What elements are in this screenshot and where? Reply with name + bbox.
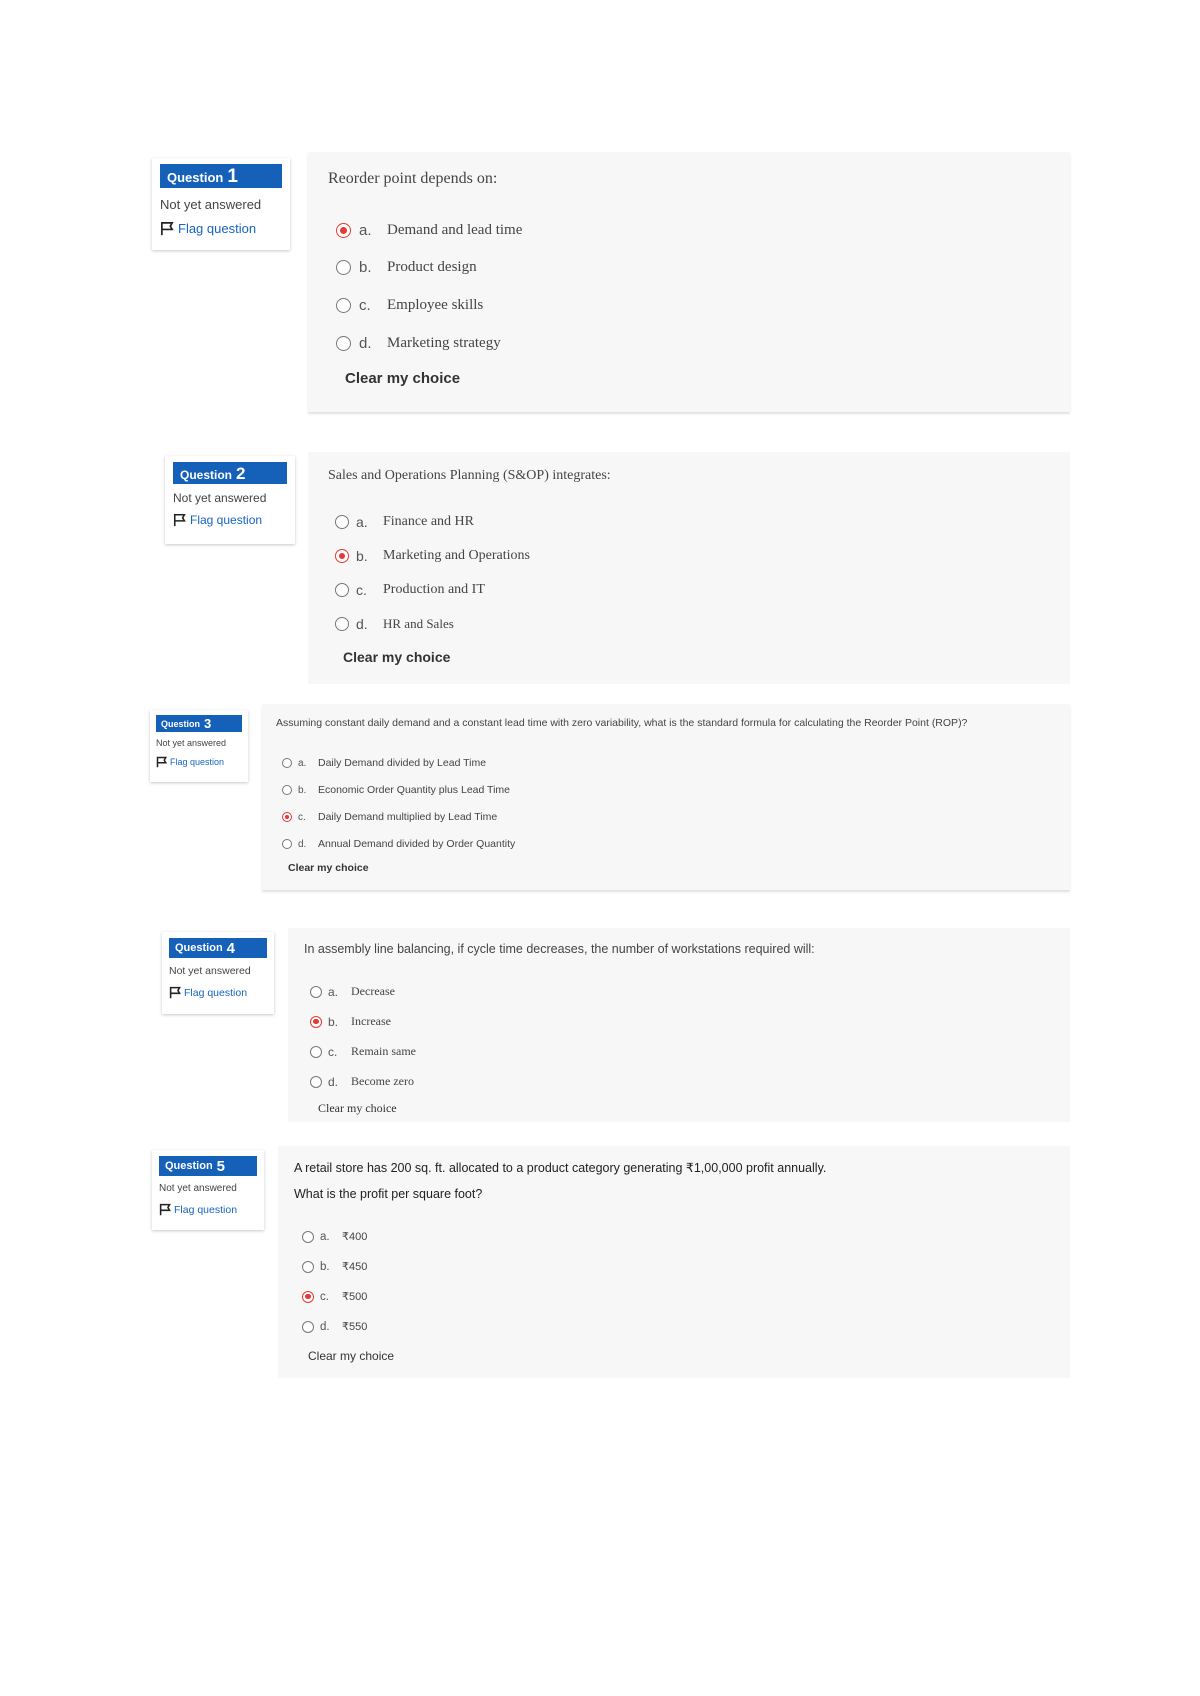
- option-text: Daily Demand divided by Lead Time: [318, 757, 487, 769]
- radio-button[interactable]: [335, 617, 349, 631]
- option-c[interactable]: [310, 1044, 416, 1059]
- option-letter: d.: [298, 838, 307, 850]
- option-d[interactable]: [302, 1320, 367, 1333]
- option-letter: c.: [356, 582, 367, 598]
- question-card-2: [308, 452, 1070, 684]
- option-letter: c.: [298, 811, 306, 823]
- question-info-1: [152, 158, 290, 250]
- flag-icon: [173, 513, 187, 527]
- option-a[interactable]: [336, 222, 522, 239]
- flag-question-link[interactable]: [160, 221, 282, 236]
- radio-button[interactable]: [282, 812, 292, 822]
- option-letter: b.: [328, 1014, 339, 1029]
- radio-button[interactable]: [302, 1231, 314, 1243]
- option-a[interactable]: [302, 1230, 367, 1243]
- option-text: ₹500: [342, 1291, 368, 1303]
- option-letter: a.: [359, 222, 372, 239]
- option-text: Become zero: [351, 1074, 414, 1088]
- flag-question-label: Flag question: [170, 757, 225, 767]
- option-b[interactable]: [282, 784, 510, 796]
- option-letter: d.: [320, 1320, 330, 1333]
- radio-button[interactable]: [336, 260, 351, 275]
- clear-choice-link[interactable]: Clear my choice: [308, 1349, 395, 1363]
- flag-question-link[interactable]: [169, 986, 267, 999]
- question-label: Question: [161, 718, 201, 729]
- radio-button[interactable]: [282, 839, 292, 849]
- radio-button[interactable]: [310, 1046, 322, 1058]
- radio-button[interactable]: [335, 549, 349, 563]
- question-label: Question: [175, 942, 223, 954]
- option-letter: b.: [356, 548, 368, 564]
- question-text: In assembly line balancing, if cycle time decreases, the number of workstations required will:: [304, 942, 815, 956]
- question-number: 5: [216, 1157, 226, 1175]
- radio-button[interactable]: [302, 1261, 314, 1273]
- option-text: Decrease: [351, 984, 395, 998]
- radio-button[interactable]: [310, 1016, 322, 1028]
- question-number: 3: [204, 716, 212, 731]
- option-letter: c.: [359, 297, 371, 314]
- option-d[interactable]: [335, 616, 454, 632]
- flag-question-label: Flag question: [190, 513, 263, 527]
- option-text: Annual Demand divided by Order Quantity: [318, 838, 516, 850]
- option-text: Demand and lead time: [387, 222, 523, 238]
- radio-button[interactable]: [302, 1321, 314, 1333]
- clear-choice-link[interactable]: Clear my choice: [343, 649, 451, 665]
- question-state: Not yet answered: [173, 491, 267, 505]
- option-b[interactable]: [336, 259, 477, 276]
- option-text: Marketing strategy: [387, 335, 501, 351]
- flag-icon: [160, 221, 175, 236]
- question-label: Question: [180, 468, 233, 482]
- option-a[interactable]: [282, 757, 486, 769]
- option-text: Employee skills: [387, 297, 484, 313]
- option-letter: a.: [298, 757, 307, 769]
- question-number-badge: [160, 164, 282, 188]
- question-info-4: [162, 932, 274, 1014]
- radio-button[interactable]: [310, 1076, 322, 1088]
- radio-button[interactable]: [310, 986, 322, 998]
- question-text: Sales and Operations Planning (S&OP) integrates:: [328, 468, 611, 483]
- question-info-2: [165, 456, 295, 544]
- flag-question-label: Flag question: [174, 1203, 238, 1216]
- option-letter: d.: [356, 616, 368, 632]
- question-number: 4: [226, 939, 236, 957]
- option-text: Economic Order Quantity plus Lead Time: [318, 784, 511, 796]
- option-c[interactable]: [335, 582, 485, 598]
- option-b[interactable]: [302, 1260, 367, 1273]
- question-card-4: [288, 928, 1070, 1122]
- option-a[interactable]: [335, 514, 474, 530]
- option-text: ₹400: [342, 1231, 368, 1243]
- option-text: HR and Sales: [383, 616, 454, 631]
- option-letter: b.: [320, 1260, 330, 1273]
- flag-question-link[interactable]: [173, 513, 287, 527]
- flag-icon: [156, 756, 168, 768]
- option-b[interactable]: [335, 548, 530, 564]
- option-text: Remain same: [351, 1044, 416, 1058]
- option-letter: a.: [328, 984, 339, 999]
- option-text: ₹450: [342, 1261, 368, 1273]
- question-number-badge: [156, 715, 242, 732]
- option-text: Finance and HR: [383, 514, 474, 529]
- question-card-3: [262, 704, 1070, 890]
- question-number-badge: [173, 462, 287, 484]
- question-text: Reorder point depends on:: [328, 170, 498, 187]
- question-text: Assuming constant daily demand and a constant lead time with zero variability, what is the standard formula for calculating the Reorder Point (ROP)?: [276, 717, 968, 729]
- option-text: Production and IT: [383, 582, 485, 597]
- question-card-5: [278, 1146, 1070, 1378]
- clear-choice-link[interactable]: Clear my choice: [345, 370, 461, 387]
- option-letter: c.: [328, 1044, 338, 1059]
- question-state: Not yet answered: [156, 738, 227, 748]
- flag-question-link[interactable]: [159, 1203, 257, 1216]
- option-c[interactable]: [282, 811, 497, 823]
- flag-icon: [159, 1203, 172, 1216]
- clear-choice-link[interactable]: Clear my choice: [288, 862, 369, 874]
- option-d[interactable]: [336, 335, 501, 352]
- question-state: Not yet answered: [159, 1183, 237, 1194]
- flag-icon: [169, 986, 182, 999]
- option-letter: d.: [328, 1074, 339, 1089]
- option-letter: d.: [359, 335, 372, 352]
- question-state: Not yet answered: [169, 965, 251, 977]
- radio-button[interactable]: [336, 223, 351, 238]
- question-card-1: [308, 152, 1070, 412]
- question-text: A retail store has 200 sq. ft. allocated to a product category generating ₹1,00,000 profit annually.: [294, 1161, 827, 1175]
- option-d[interactable]: [310, 1074, 414, 1089]
- option-letter: a.: [356, 514, 368, 530]
- question-label: Question: [165, 1160, 213, 1172]
- option-letter: c.: [320, 1290, 329, 1303]
- option-text: Product design: [387, 259, 477, 275]
- question-number: 1: [227, 166, 238, 187]
- option-b[interactable]: [310, 1014, 391, 1029]
- flag-question-link[interactable]: [156, 756, 242, 768]
- flag-question-label: Flag question: [178, 221, 257, 236]
- radio-button[interactable]: [335, 583, 349, 597]
- option-text: Daily Demand multiplied by Lead Time: [318, 811, 498, 823]
- option-text: Marketing and Operations: [383, 548, 530, 563]
- question-info-3: [150, 710, 248, 782]
- radio-button[interactable]: [282, 758, 292, 768]
- radio-button[interactable]: [282, 785, 292, 795]
- question-text-line-2: What is the profit per square foot?: [294, 1187, 483, 1201]
- option-a[interactable]: [310, 984, 395, 999]
- option-d[interactable]: [282, 838, 515, 850]
- option-letter: b.: [359, 259, 372, 276]
- option-letter: b.: [298, 784, 307, 796]
- question-info-5: [152, 1150, 264, 1230]
- question-number-badge: [159, 1156, 257, 1176]
- radio-button[interactable]: [336, 336, 351, 351]
- radio-button[interactable]: [335, 515, 349, 529]
- radio-button[interactable]: [336, 298, 351, 313]
- flag-question-label: Flag question: [184, 986, 248, 999]
- question-number-badge: [169, 938, 267, 958]
- option-c[interactable]: [302, 1290, 367, 1303]
- option-text: Increase: [351, 1014, 391, 1028]
- option-text: ₹550: [342, 1321, 368, 1333]
- clear-choice-link[interactable]: Clear my choice: [318, 1101, 397, 1115]
- option-c[interactable]: [336, 297, 483, 314]
- question-number: 2: [236, 464, 246, 483]
- question-state: Not yet answered: [160, 197, 262, 212]
- option-letter: a.: [320, 1230, 330, 1243]
- radio-button[interactable]: [302, 1291, 314, 1303]
- question-label: Question: [167, 170, 224, 185]
